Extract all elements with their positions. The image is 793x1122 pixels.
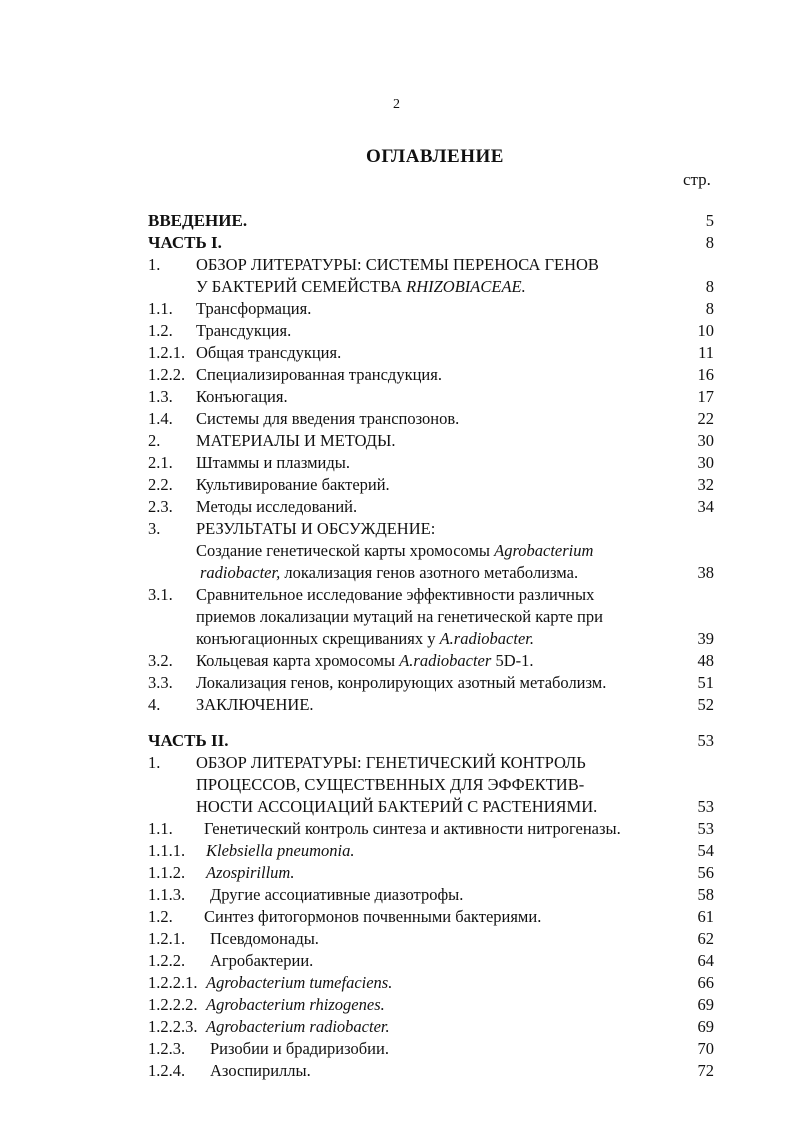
toc-entry-title-text: Конъюгация. bbox=[196, 387, 288, 406]
toc-entry bbox=[148, 862, 718, 884]
toc-entry bbox=[148, 884, 718, 906]
toc-entry-title bbox=[196, 254, 599, 276]
toc-entry-title bbox=[196, 650, 533, 672]
toc-entry-title-text: локализация генов азотного метаболизма. bbox=[280, 563, 579, 582]
toc-entry-title bbox=[196, 496, 357, 518]
toc-entry-title bbox=[206, 972, 392, 994]
toc-entry bbox=[148, 320, 718, 342]
toc-entry bbox=[148, 496, 718, 518]
toc-entry-title-italic: radiobacter, bbox=[200, 563, 281, 582]
toc-entry-title bbox=[196, 386, 288, 408]
toc-entry-page: 53 bbox=[697, 731, 714, 750]
toc-entry-number: 1.1.1. bbox=[148, 841, 186, 860]
toc-entry-title bbox=[206, 840, 354, 862]
toc-entry bbox=[148, 672, 718, 694]
toc-entry-page: 53 bbox=[697, 797, 714, 816]
toc-entry-page: 69 bbox=[697, 1017, 714, 1036]
toc-entry-title bbox=[210, 928, 319, 950]
toc-entry-number: 1.2.1. bbox=[148, 929, 186, 948]
toc-entry-number: 1.2.1. bbox=[148, 343, 186, 362]
toc-entry-title-text: Специализированная трансдукция. bbox=[196, 365, 442, 384]
toc-entry-title bbox=[204, 906, 541, 928]
toc-entry-title bbox=[196, 430, 396, 452]
toc-entry-page: 52 bbox=[697, 695, 714, 714]
toc-entry-page: 17 bbox=[697, 387, 714, 406]
toc-entry bbox=[148, 430, 718, 452]
toc-entry bbox=[148, 1060, 718, 1082]
toc-entry-title bbox=[196, 342, 341, 364]
toc-entry bbox=[148, 650, 718, 672]
toc-entry bbox=[148, 818, 718, 840]
toc-entry-title bbox=[148, 232, 222, 254]
toc-entry-number: 1.1. bbox=[148, 299, 173, 318]
toc-entry-title-text: ОБЗОР ЛИТЕРАТУРЫ: СИСТЕМЫ ПЕРЕНОСА ГЕНОВ bbox=[196, 255, 599, 274]
toc-entry bbox=[148, 584, 718, 606]
toc-entry-number: 1. bbox=[148, 255, 161, 274]
toc-entry-page: 62 bbox=[697, 929, 714, 948]
toc-entry bbox=[148, 840, 718, 862]
toc-entry-page: 56 bbox=[697, 863, 714, 882]
toc-entry-number: 3.3. bbox=[148, 673, 173, 692]
toc-entry-title bbox=[196, 796, 597, 818]
toc-entry-title bbox=[204, 818, 621, 840]
toc-entry-title bbox=[210, 1038, 389, 1060]
toc-entry bbox=[148, 408, 718, 430]
toc-entry-title bbox=[148, 730, 229, 752]
toc-entry bbox=[148, 796, 718, 818]
toc-entry-title-text: Псевдомонады. bbox=[210, 929, 319, 948]
toc-entry-number: 1.2. bbox=[148, 321, 173, 340]
toc-entry-title-italic: A.radiobacter. bbox=[439, 629, 535, 648]
toc-entry-title-text: Штаммы и плазмиды. bbox=[196, 453, 350, 472]
toc-entry-title-text: ВВЕДЕНИЕ. bbox=[148, 211, 248, 230]
toc-entry-title-text: Другие ассоциативные диазотрофы. bbox=[210, 885, 464, 904]
toc-entry-title bbox=[196, 452, 350, 474]
toc-entry bbox=[148, 694, 718, 716]
toc-entry-title-text: Ризобии и брадиризобии. bbox=[210, 1039, 389, 1058]
toc-entry-title-text: Сравнительное исследование эффективности различных bbox=[196, 585, 595, 604]
toc-entry-title bbox=[196, 320, 291, 342]
toc-entry bbox=[148, 928, 718, 950]
toc-entry-title bbox=[196, 408, 459, 430]
toc-entry-page: 38 bbox=[697, 563, 714, 582]
toc-heading: ОГЛАВЛЕНИЕ bbox=[366, 146, 504, 167]
toc-entry-number: 1.1. bbox=[148, 819, 173, 838]
toc-entry-title-text: Системы для введения транспозонов. bbox=[196, 409, 460, 428]
toc-entry-page: 48 bbox=[697, 651, 714, 670]
toc-entry-title-text: приемов локализации мутаций на генетической карте при bbox=[196, 607, 603, 626]
toc-entry-page: 30 bbox=[697, 431, 714, 450]
toc-entry-title-text: ЗАКЛЮЧЕНИЕ. bbox=[196, 695, 314, 714]
toc-entry bbox=[148, 1016, 718, 1038]
toc-entry-page: 11 bbox=[698, 343, 714, 362]
toc-entry-title-text: Кольцевая карта хромосомы bbox=[196, 651, 400, 670]
toc-entry-page: 8 bbox=[705, 233, 714, 252]
toc-entry-page: 53 bbox=[697, 819, 714, 838]
toc-entry-page: 30 bbox=[697, 453, 714, 472]
toc-entry-title bbox=[206, 862, 294, 884]
toc-entry bbox=[148, 298, 718, 320]
toc-entry bbox=[148, 210, 718, 232]
toc-entry bbox=[148, 342, 718, 364]
toc-entry-number: 1.1.3. bbox=[148, 885, 186, 904]
toc-entry-title bbox=[196, 606, 603, 628]
toc-entry bbox=[148, 562, 718, 584]
toc-entry bbox=[148, 232, 718, 254]
toc-entry-title-italic: Agrobacterium rhizogenes. bbox=[206, 995, 385, 1014]
toc-entry-title-italic: Azospirillum. bbox=[206, 863, 295, 882]
toc-entry-title bbox=[196, 276, 526, 298]
toc-entry-number: 1.2.4. bbox=[148, 1061, 186, 1080]
toc-entry bbox=[148, 386, 718, 408]
toc-entry-title-text: РЕЗУЛЬТАТЫ И ОБСУЖДЕНИЕ: bbox=[196, 519, 436, 538]
toc-entry bbox=[148, 276, 718, 298]
toc-entry-number: 1.2.2.1. bbox=[148, 973, 198, 992]
toc-entry-title bbox=[210, 950, 313, 972]
toc-entry-title-text: МАТЕРИАЛЫ И МЕТОДЫ. bbox=[196, 431, 396, 450]
toc-entry bbox=[148, 906, 718, 928]
toc-entry-title-italic: Agrobacterium tumefaciens. bbox=[206, 973, 393, 992]
toc-entry-page: 39 bbox=[697, 629, 714, 648]
toc-entry-number: 2.3. bbox=[148, 497, 173, 516]
toc-entry-title bbox=[196, 694, 314, 716]
toc-entry-title-text: Синтез фитогормонов почвенными бактериями. bbox=[204, 907, 542, 926]
toc-entry-title-text: Азоспириллы. bbox=[210, 1061, 311, 1080]
toc-entry-page: 8 bbox=[705, 277, 714, 296]
toc-entry-number: 2. bbox=[148, 431, 161, 450]
toc-entry-title-text: НОСТИ АССОЦИАЦИЙ БАКТЕРИЙ С РАСТЕНИЯМИ. bbox=[196, 797, 598, 816]
toc-entry-page: 64 bbox=[697, 951, 714, 970]
toc-entry-number: 3. bbox=[148, 519, 161, 538]
toc-entry-title-text: Методы исследований. bbox=[196, 497, 358, 516]
toc-entry-title bbox=[196, 774, 584, 796]
toc-entry-title bbox=[196, 518, 435, 540]
toc-entry-number: 2.1. bbox=[148, 453, 173, 472]
toc-entry-page: 69 bbox=[697, 995, 714, 1014]
toc-entry bbox=[148, 606, 718, 628]
toc-entry-title-text: Трансдукция. bbox=[196, 321, 292, 340]
toc-entry-title bbox=[210, 884, 463, 906]
toc-entry bbox=[148, 540, 718, 562]
toc-entry-title-text: ЧАСТЬ II. bbox=[148, 731, 229, 750]
toc-entry bbox=[148, 972, 718, 994]
toc-entry bbox=[148, 774, 718, 796]
toc-entry bbox=[148, 1038, 718, 1060]
toc-entry-title-text: ОБЗОР ЛИТЕРАТУРЫ: ГЕНЕТИЧЕСКИЙ КОНТРОЛЬ bbox=[196, 753, 586, 772]
toc-entry-page: 58 bbox=[697, 885, 714, 904]
toc-entry-number: 1.2.2.3. bbox=[148, 1017, 198, 1036]
toc-entry-title bbox=[196, 752, 586, 774]
toc-entry-title-text: Генетический контроль синтеза и активности нитрогеназы. bbox=[204, 819, 621, 838]
toc-entry-title bbox=[196, 672, 606, 694]
toc-entry-title-suffix: 5D-1. bbox=[491, 651, 534, 670]
toc-entry-page: 51 bbox=[697, 673, 714, 692]
page-column-label: стр. bbox=[683, 170, 711, 189]
page-number: 2 bbox=[393, 97, 400, 112]
toc-entry-title-text: Локализация генов, конролирующих азотный метаболизм. bbox=[196, 673, 607, 692]
toc-entry-number: 1.2.2. bbox=[148, 951, 186, 970]
toc-entry-title-italic: A.radiobacter bbox=[399, 651, 492, 670]
toc-entry-title bbox=[206, 994, 385, 1016]
toc-entry-title bbox=[196, 540, 593, 562]
toc-entry-page: 32 bbox=[697, 475, 714, 494]
toc-entry-title bbox=[206, 1016, 390, 1038]
toc-entry-number: 1.3. bbox=[148, 387, 173, 406]
toc-entry-page: 66 bbox=[697, 973, 714, 992]
toc-entry-page: 72 bbox=[697, 1061, 714, 1080]
toc-entry-title-text: Общая трансдукция. bbox=[196, 343, 342, 362]
toc-entry-title-text: Агробактерии. bbox=[210, 951, 314, 970]
toc-entry-title bbox=[196, 628, 534, 650]
toc-entry-number: 2.2. bbox=[148, 475, 173, 494]
toc-entry-number: 1. bbox=[148, 753, 161, 772]
toc-entry-number: 1.1.2. bbox=[148, 863, 186, 882]
toc-entry-number: 1.2.3. bbox=[148, 1039, 186, 1058]
toc-entry-title bbox=[196, 298, 311, 320]
toc-entry-page: 16 bbox=[697, 365, 714, 384]
toc-entry-number: 1.4. bbox=[148, 409, 173, 428]
toc-entry-title-italic: Agrobacterium radiobacter. bbox=[206, 1017, 390, 1036]
toc-entry-title-italic: Agrobacterium bbox=[494, 541, 594, 560]
toc-entry bbox=[148, 254, 718, 276]
toc-entry-title-text: Создание генетической карты хромосомы bbox=[196, 541, 495, 560]
toc-entry-number: 4. bbox=[148, 695, 161, 714]
toc-entry-title-text: ЧАСТЬ I. bbox=[148, 233, 222, 252]
toc-entry-page: 22 bbox=[697, 409, 714, 428]
toc-entry-title bbox=[196, 364, 442, 386]
toc-entry-page: 61 bbox=[697, 907, 714, 926]
toc-entry-page: 8 bbox=[705, 299, 714, 318]
toc-entry-title-text: ПРОЦЕССОВ, СУЩЕСТВЕННЫХ ДЛЯ ЭФФЕКТИВ- bbox=[196, 775, 585, 794]
toc-entry-page: 34 bbox=[697, 497, 714, 516]
toc-entry-title-italic: RHIZOBIACEAE. bbox=[406, 277, 526, 296]
toc-entry-title bbox=[210, 1060, 311, 1082]
toc-entry bbox=[148, 950, 718, 972]
toc-entry-number: 1.2. bbox=[148, 907, 173, 926]
toc-entry-number: 3.2. bbox=[148, 651, 173, 670]
toc-entry-title bbox=[200, 562, 578, 584]
toc-entry bbox=[148, 628, 718, 650]
toc-entry bbox=[148, 364, 718, 386]
toc-entry-title-text: конъюгационных скрещиваниях у bbox=[196, 629, 440, 648]
toc-entry-number: 3.1. bbox=[148, 585, 173, 604]
toc-entry-title-text: У БАКТЕРИЙ СЕМЕЙСТВА bbox=[196, 277, 407, 296]
toc-entry-page: 10 bbox=[697, 321, 714, 340]
toc-entry-title bbox=[196, 584, 594, 606]
toc-entry bbox=[148, 730, 718, 752]
toc-entry-page: 54 bbox=[697, 841, 714, 860]
toc-entry-number: 1.2.2. bbox=[148, 365, 186, 384]
toc-entry-number: 1.2.2.2. bbox=[148, 995, 198, 1014]
toc-entry-page: 5 bbox=[705, 211, 714, 230]
toc-entry-title-text: Культивирование бактерий. bbox=[196, 475, 390, 494]
toc-entry-title-italic: Klebsiella pneumonia. bbox=[206, 841, 355, 860]
toc-entry bbox=[148, 474, 718, 496]
toc-entry bbox=[148, 752, 718, 774]
toc-entry-title bbox=[196, 474, 390, 496]
toc-entry bbox=[148, 518, 718, 540]
toc-entry-title bbox=[148, 210, 247, 232]
toc-entry-page: 70 bbox=[697, 1039, 714, 1058]
toc-entry-title-text: Трансформация. bbox=[196, 299, 312, 318]
toc-entry bbox=[148, 452, 718, 474]
toc-entry bbox=[148, 994, 718, 1016]
